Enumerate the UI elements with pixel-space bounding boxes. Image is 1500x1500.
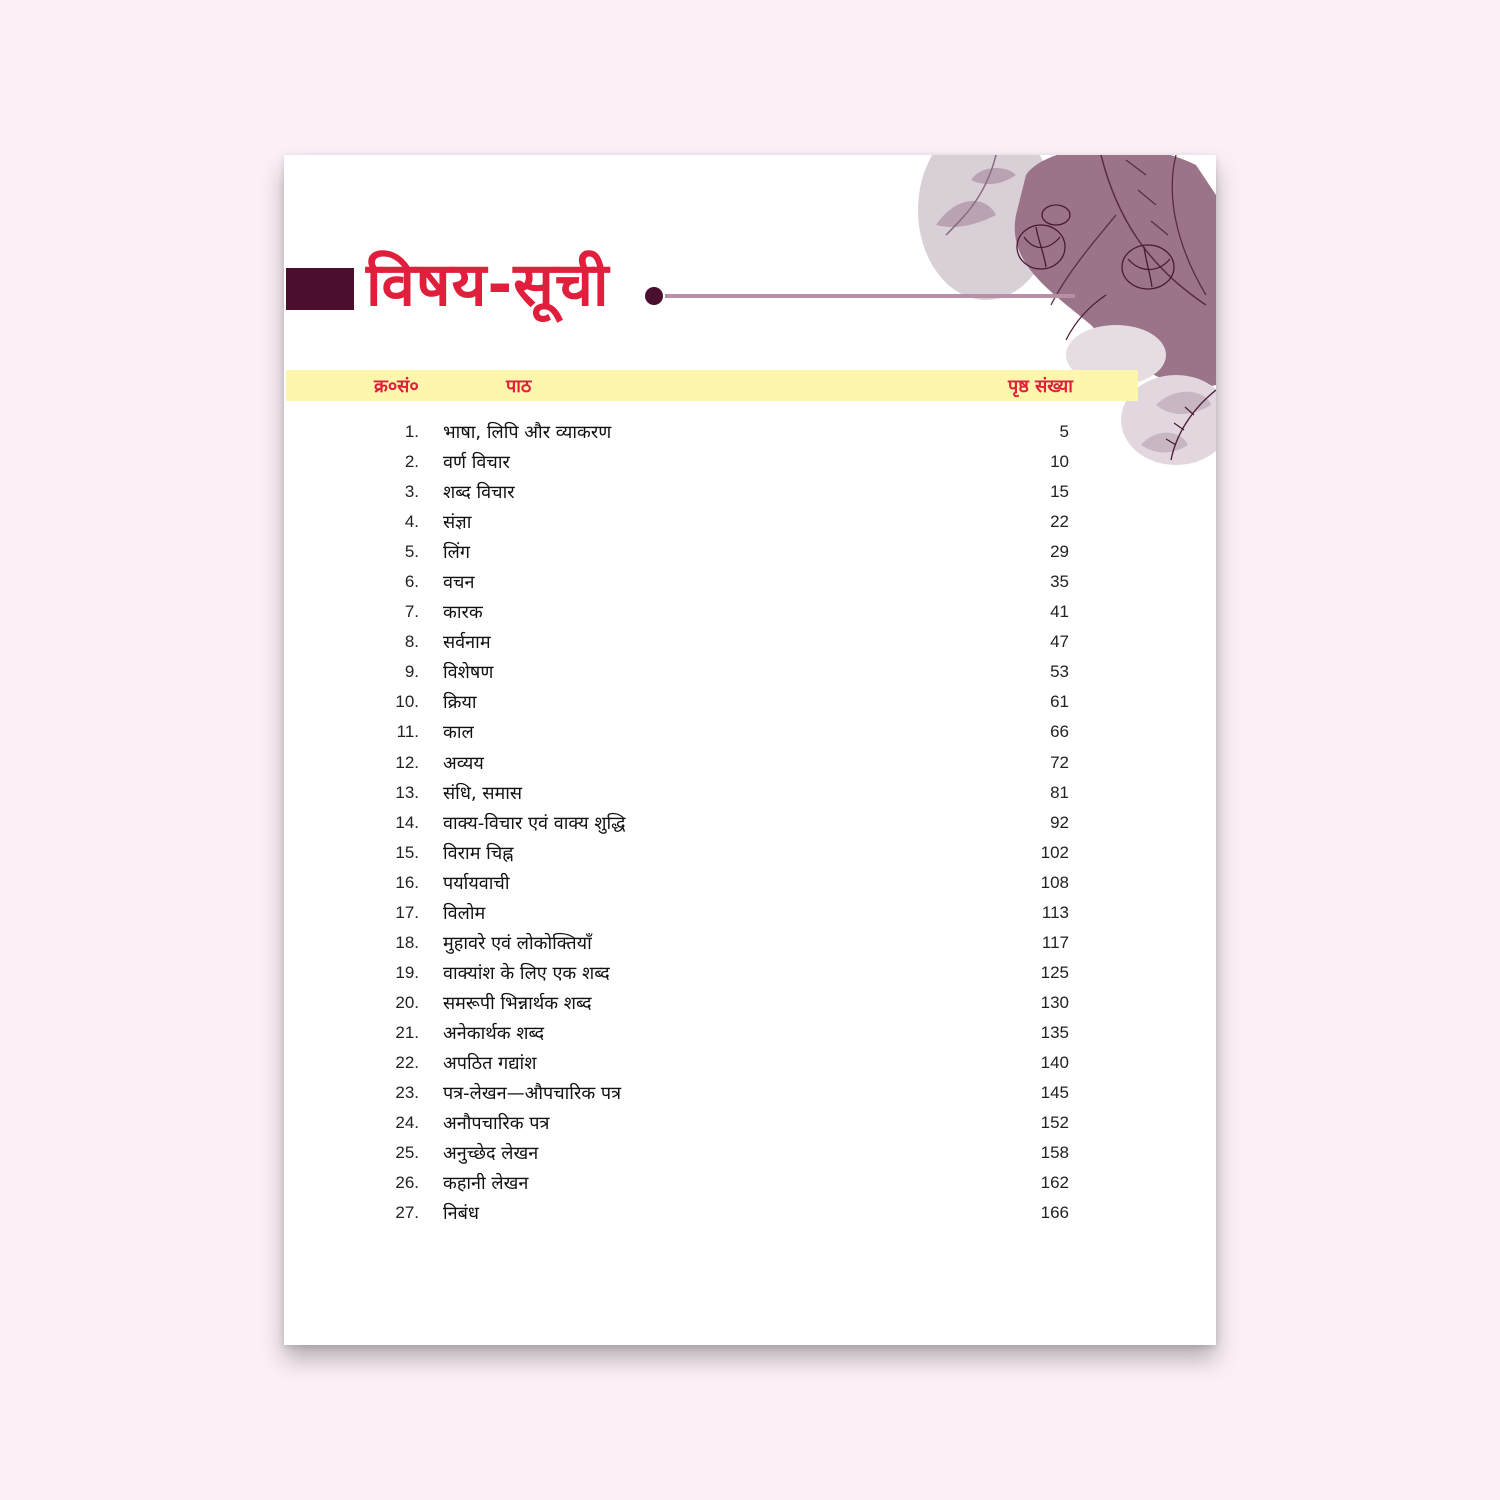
toc-row xyxy=(284,1109,1216,1139)
toc-row xyxy=(284,718,1216,748)
toc-row xyxy=(284,628,1216,658)
toc-lesson: भाषा, लिपि और व्याकरण xyxy=(443,422,612,443)
toc-header xyxy=(286,370,1138,401)
page-title: विषय-सूची xyxy=(366,250,610,320)
toc-number: 5. xyxy=(404,542,419,562)
toc-page-number: 130 xyxy=(1040,992,1069,1012)
toc-number: 12. xyxy=(395,752,419,772)
toc-row xyxy=(284,448,1216,478)
toc-page-number: 135 xyxy=(1040,1022,1069,1042)
toc-lesson: विशेषण xyxy=(443,662,494,684)
toc-number: 14. xyxy=(395,812,419,832)
toc-page-number: 47 xyxy=(1050,632,1069,652)
toc-page-number: 5 xyxy=(1059,422,1069,441)
toc-lesson: विलोम xyxy=(443,902,486,924)
toc-lesson: कहानी लेखन xyxy=(443,1173,529,1195)
toc-number: 21. xyxy=(395,1022,419,1042)
toc-row xyxy=(284,598,1216,628)
toc-row xyxy=(284,568,1216,598)
toc-number: 15. xyxy=(395,842,419,862)
toc-number: 13. xyxy=(395,782,419,802)
toc-number: 16. xyxy=(395,872,419,892)
book-page xyxy=(284,155,1216,1345)
toc-page-number: 113 xyxy=(1041,902,1069,922)
title-rule xyxy=(665,294,1075,298)
toc-lesson: अव्यय xyxy=(443,752,484,774)
toc-row xyxy=(284,418,1216,448)
toc-number: 10. xyxy=(395,692,419,712)
toc-row xyxy=(284,1079,1216,1109)
toc-number: 19. xyxy=(395,962,419,982)
toc-lesson: पर्यायवाची xyxy=(443,872,510,894)
toc-page-number: 152 xyxy=(1040,1113,1069,1133)
toc-number: 9. xyxy=(404,662,419,682)
toc-row xyxy=(284,508,1216,538)
toc-page-number: 162 xyxy=(1040,1173,1069,1193)
toc-row xyxy=(284,959,1216,989)
toc-number: 17. xyxy=(395,902,419,922)
toc-row xyxy=(284,989,1216,1019)
header-page: पृष्ठ संख्या xyxy=(1008,376,1073,397)
toc-row xyxy=(284,1019,1216,1049)
toc-lesson: वचन xyxy=(443,572,475,594)
toc-lesson: शब्द विचार xyxy=(443,482,515,504)
toc-lesson: अपठित गद्यांश xyxy=(443,1052,537,1074)
toc-number: 27. xyxy=(395,1203,419,1223)
toc-number: 20. xyxy=(395,992,419,1012)
toc-page-number: 145 xyxy=(1040,1083,1069,1103)
toc-row xyxy=(284,478,1216,508)
toc-page-number: 81 xyxy=(1050,782,1069,802)
toc-row xyxy=(284,1139,1216,1169)
toc-row xyxy=(284,839,1216,869)
toc-page-number: 29 xyxy=(1050,542,1069,562)
toc-page-number: 140 xyxy=(1040,1052,1069,1072)
header-lesson: पाठ xyxy=(506,376,532,397)
toc-lesson: समरूपी भिन्नार्थक शब्द xyxy=(443,992,592,1014)
toc-number: 2. xyxy=(404,452,419,472)
toc-number: 6. xyxy=(404,572,419,592)
toc-row xyxy=(284,1169,1216,1199)
toc-page-number: 66 xyxy=(1050,722,1069,742)
toc-page-number: 166 xyxy=(1040,1203,1069,1223)
title-dot xyxy=(645,287,663,305)
toc-number: 24. xyxy=(395,1113,419,1133)
toc-page-number: 53 xyxy=(1050,662,1069,682)
toc-page-number: 61 xyxy=(1050,692,1069,712)
toc-lesson: अनेकार्थक शब्द xyxy=(443,1022,545,1044)
toc-page-number: 41 xyxy=(1050,602,1069,622)
toc-number: 7. xyxy=(404,602,419,622)
toc-number: 4. xyxy=(404,512,419,532)
toc-lesson: निबंध xyxy=(443,1203,479,1225)
toc-row xyxy=(284,749,1216,779)
toc-row xyxy=(284,929,1216,959)
toc-page-number: 125 xyxy=(1040,962,1069,982)
toc-row xyxy=(284,809,1216,839)
toc-lesson: लिंग xyxy=(443,542,470,564)
toc-page-number: 158 xyxy=(1040,1143,1069,1163)
toc-lesson: पत्र-लेखन—औपचारिक पत्र xyxy=(443,1083,622,1105)
toc-list xyxy=(284,418,1216,1229)
toc-lesson: सर्वनाम xyxy=(443,632,491,654)
toc-number: 8. xyxy=(404,632,419,652)
toc-number: 18. xyxy=(395,932,419,952)
toc-number: 25. xyxy=(395,1143,419,1163)
toc-lesson: क्रिया xyxy=(443,692,477,714)
toc-row xyxy=(284,1049,1216,1079)
toc-number: 1. xyxy=(404,422,419,441)
toc-lesson: कारक xyxy=(443,602,483,624)
toc-page-number: 15 xyxy=(1050,482,1069,502)
toc-lesson: विराम चिह्न xyxy=(443,842,514,864)
toc-lesson: काल xyxy=(443,722,474,744)
toc-row xyxy=(284,779,1216,809)
toc-lesson: अनुच्छेद लेखन xyxy=(443,1143,539,1165)
toc-row xyxy=(284,658,1216,688)
toc-page-number: 117 xyxy=(1041,932,1069,952)
toc-lesson: संधि, समास xyxy=(443,782,523,804)
toc-row xyxy=(284,1199,1216,1229)
toc-page-number: 102 xyxy=(1040,842,1069,862)
title-marker xyxy=(286,268,354,310)
toc-lesson: वर्ण विचार xyxy=(443,452,510,474)
toc-page-number: 22 xyxy=(1050,512,1069,532)
toc-page-number: 35 xyxy=(1050,572,1069,592)
toc-number: 26. xyxy=(395,1173,419,1193)
toc-lesson: वाक्यांश के लिए एक शब्द xyxy=(443,962,610,984)
toc-page-number: 10 xyxy=(1050,452,1069,472)
toc-lesson: वाक्य-विचार एवं वाक्य शुद्धि xyxy=(443,812,626,834)
toc-lesson: अनौपचारिक पत्र xyxy=(443,1113,550,1135)
toc-row xyxy=(284,899,1216,929)
toc-lesson: मुहावरे एवं लोकोक्तियाँ xyxy=(443,932,592,954)
toc-number: 3. xyxy=(404,482,419,502)
toc-row xyxy=(284,538,1216,568)
toc-page-number: 92 xyxy=(1050,812,1069,832)
toc-row xyxy=(284,869,1216,899)
header-sno: क्र०सं० xyxy=(374,376,419,397)
toc-number: 23. xyxy=(395,1083,419,1103)
toc-page-number: 72 xyxy=(1050,752,1069,772)
toc-number: 11. xyxy=(396,722,419,742)
toc-number: 22. xyxy=(395,1052,419,1072)
toc-page-number: 108 xyxy=(1040,872,1069,892)
toc-lesson: संज्ञा xyxy=(443,512,472,534)
toc-row xyxy=(284,688,1216,718)
